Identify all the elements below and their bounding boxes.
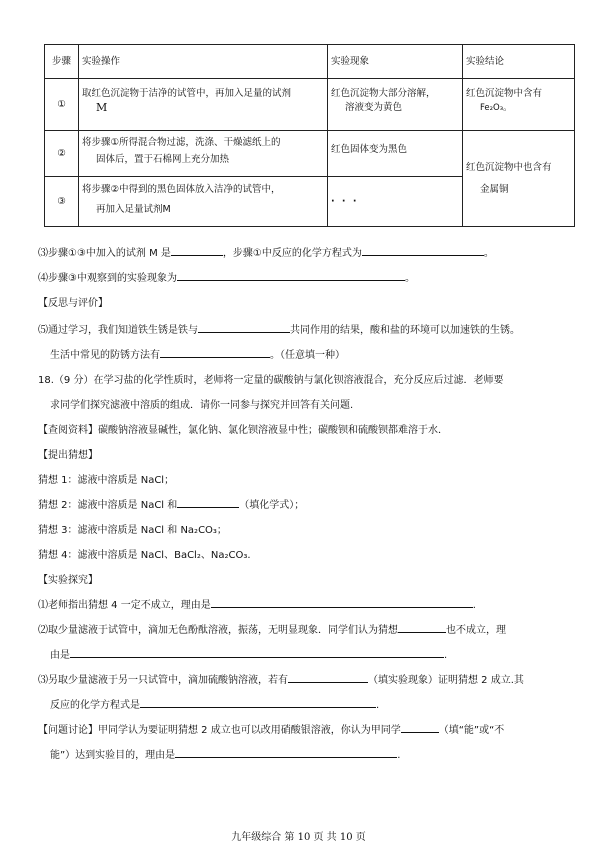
operation-text: M bbox=[96, 101, 108, 114]
question-text: ⑸通过学习，我们知道铁生锈是铁与 bbox=[38, 325, 198, 336]
hypothesis-2 bbox=[38, 496, 304, 511]
question-text: （填“能”或“不 bbox=[438, 725, 505, 736]
operation-text: 将步骤①所得混合物过滤，洗涤、干燥滤纸上的 bbox=[82, 137, 281, 148]
answer-blank[interactable] bbox=[211, 597, 473, 608]
answer-blank[interactable] bbox=[401, 722, 439, 733]
problem-18-line-1: 18.（9 分）在学习盐的化学性质时，老师将一定量的碳酸钠与氯化钡溶液混合，充分反应后过滤．老师要 bbox=[38, 375, 504, 386]
phenomenon-cell bbox=[328, 131, 463, 177]
explore-3-line-2 bbox=[50, 696, 379, 711]
question-text: 。 bbox=[483, 248, 494, 259]
question-text: ⑶另取少量滤液于另一只试管中，滴加硫酸钠溶液，若有 bbox=[38, 675, 288, 686]
step-number: ③ bbox=[45, 177, 79, 227]
answer-blank[interactable] bbox=[288, 672, 368, 683]
section-heading: 【实验探究】 bbox=[38, 575, 98, 586]
table-row bbox=[45, 79, 575, 131]
explore-2 bbox=[38, 621, 506, 636]
discussion bbox=[38, 721, 504, 736]
page-footer: 九年级综合 第 10 页 共 10 页 bbox=[231, 832, 366, 843]
question-text: 。（任意填一种） bbox=[270, 350, 345, 361]
table-row bbox=[45, 131, 575, 177]
question-text: 。 bbox=[404, 273, 415, 284]
step-number: ① bbox=[45, 79, 79, 131]
header-operation: 实验操作 bbox=[79, 45, 328, 79]
question-text: 也不成立，理 bbox=[446, 625, 506, 636]
answer-blank[interactable] bbox=[70, 647, 444, 658]
question-text: ⑴老师指出猜想 4 一定不成立，理由是 bbox=[38, 600, 211, 611]
answer-blank[interactable] bbox=[198, 322, 290, 333]
question-text: ⑵取少量滤液于试管中，滴加无色酚酞溶液，振荡，无明显现象．同学们认为猜想 bbox=[38, 625, 398, 636]
conclusion-text: 红色沉淀物中也含有 bbox=[466, 161, 552, 173]
phenomenon-text: 溶液变为黄色 bbox=[345, 102, 403, 113]
problem-18-line-2: 求同学们探究滤液中溶质的组成．请你一同参与探究并回答有关问题. bbox=[50, 400, 354, 411]
question-text: . bbox=[397, 750, 401, 761]
answer-blank[interactable] bbox=[175, 747, 397, 758]
explore-2-line-2 bbox=[50, 646, 447, 661]
question-5 bbox=[38, 321, 520, 336]
header-conclusion: 实验结论 bbox=[463, 45, 575, 79]
answer-blank[interactable] bbox=[398, 622, 446, 633]
conclusion-text: 红色沉淀物中含有 bbox=[466, 88, 543, 99]
conclusion-text: Fe₂O₃。 bbox=[480, 103, 512, 113]
question-text: . bbox=[472, 600, 476, 611]
question-5-line-2 bbox=[50, 346, 345, 361]
hypothesis-3: 猜想 3：滤液中溶质是 NaCl 和 Na₂CO₃； bbox=[38, 525, 227, 536]
question-text: 猜想 2：滤液中溶质是 NaCl 和 bbox=[38, 500, 178, 511]
operation-cell bbox=[79, 131, 328, 177]
question-text: ，步骤①中反应的化学方程式为 bbox=[222, 248, 362, 259]
phenomenon-text: · · · bbox=[331, 195, 359, 207]
answer-blank[interactable] bbox=[140, 697, 376, 708]
question-text: ⑷步骤③中观察到的实验现象为 bbox=[38, 273, 177, 284]
step-number: ② bbox=[45, 131, 79, 177]
operation-text: 再加入足量试剂M bbox=[96, 204, 171, 215]
answer-blank[interactable] bbox=[171, 245, 223, 256]
phenomenon-text: 红色沉淀物大部分溶解， bbox=[331, 88, 436, 99]
operation-cell bbox=[79, 79, 328, 131]
discussion-line-2 bbox=[50, 746, 400, 761]
question-text: （填实验现象）证明猜想 2 成立.其 bbox=[368, 675, 524, 686]
question-text: ⑶步骤①③中加入的试剂 M 是 bbox=[38, 248, 171, 259]
question-text: 共同作用的结果，酸和盐的环境可以加速铁的生锈。 bbox=[290, 325, 520, 336]
operation-text: 将步骤②中得到的黑色固体放入洁净的试管中， bbox=[82, 184, 281, 195]
question-text: . bbox=[376, 700, 380, 711]
hypothesis-1: 猜想 1：滤液中溶质是 NaCl； bbox=[38, 475, 175, 486]
phenomenon-cell bbox=[328, 79, 463, 131]
operation-text: 取红色沉淀物于洁净的试管中，再加入足量的试剂 bbox=[82, 88, 292, 99]
header-step: 步骤 bbox=[45, 45, 79, 79]
answer-blank[interactable] bbox=[177, 497, 239, 508]
explore-3 bbox=[38, 671, 524, 686]
question-text: 反应的化学方程式是 bbox=[50, 700, 140, 711]
phenomenon-text: 红色固体变为黑色 bbox=[331, 144, 408, 155]
conclusion-text: 金属铜 bbox=[480, 183, 509, 195]
answer-blank[interactable] bbox=[177, 270, 405, 281]
conclusion-cell bbox=[463, 131, 575, 227]
question-text: 由是 bbox=[50, 650, 70, 661]
phenomenon-cell bbox=[328, 177, 463, 227]
question-text: 能”）达到实验目的，理由是 bbox=[50, 750, 176, 761]
question-text: 【问题讨论】甲同学认为要证明猜想 2 成立也可以改用硝酸银溶液，你认为甲同学 bbox=[38, 725, 401, 736]
question-4 bbox=[38, 269, 415, 284]
operation-text: 固体后，置于石棉网上充分加热 bbox=[96, 154, 230, 165]
section-heading: 【反思与评价】 bbox=[38, 298, 108, 309]
experiment-table bbox=[44, 44, 575, 227]
header-phenomenon: 实验现象 bbox=[328, 45, 463, 79]
conclusion-cell bbox=[463, 79, 575, 131]
table-header-row bbox=[45, 45, 575, 79]
reference-info: 【查阅资料】碳酸钠溶液显碱性，氯化钠、氯化钡溶液显中性；碳酸钡和硫酸钡都难溶于水． bbox=[38, 425, 448, 436]
question-3 bbox=[38, 244, 494, 259]
question-text: （填化学式）； bbox=[239, 500, 305, 511]
operation-cell bbox=[79, 177, 328, 227]
section-heading: 【提出猜想】 bbox=[38, 450, 98, 461]
question-text: . bbox=[444, 650, 448, 661]
answer-blank[interactable] bbox=[362, 245, 484, 256]
explore-1 bbox=[38, 596, 476, 611]
question-text: 生活中常见的防锈方法有 bbox=[50, 350, 160, 361]
answer-blank[interactable] bbox=[160, 347, 270, 358]
hypothesis-4: 猜想 4：滤液中溶质是 NaCl、BaCl₂、Na₂CO₃. bbox=[38, 550, 251, 561]
